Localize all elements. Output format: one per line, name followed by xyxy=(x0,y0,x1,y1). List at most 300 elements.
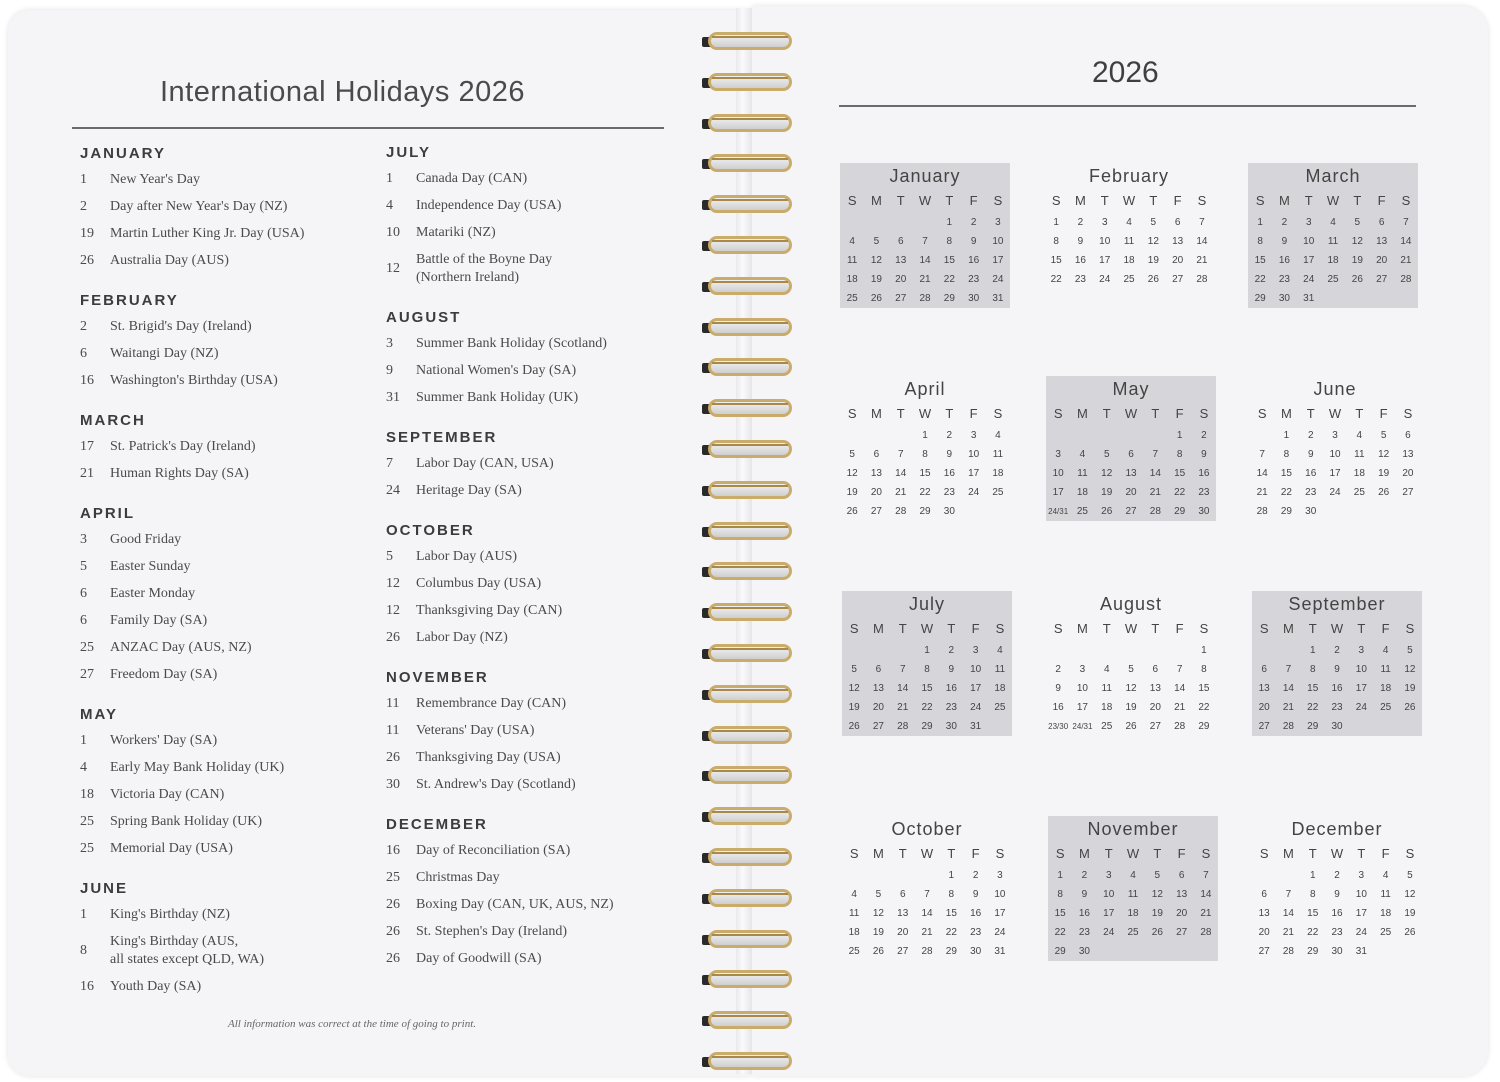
day-cell: 30 xyxy=(1305,506,1317,517)
holiday-name: Remembrance Day (CAN) xyxy=(416,696,567,711)
day-cell: 6 xyxy=(875,664,882,675)
day-cell: 1 xyxy=(1057,870,1063,881)
holiday-date: 1 xyxy=(80,733,87,748)
day-cell: 7 xyxy=(922,236,928,247)
weekday-label: S xyxy=(1259,846,1269,861)
day-cell: 31 xyxy=(1355,946,1367,957)
holiday-entry xyxy=(386,842,676,860)
day-cell xyxy=(891,641,915,660)
coil-wire xyxy=(712,648,788,660)
day-cell: 15 xyxy=(1050,255,1062,266)
holiday-entry xyxy=(80,345,370,363)
day-cell: 11 xyxy=(1380,889,1391,900)
weekday-label: S xyxy=(1051,193,1061,208)
holiday-date: 10 xyxy=(386,225,400,240)
day-cell: 3 xyxy=(995,217,1001,228)
day-cell: 27 xyxy=(1258,946,1270,957)
holiday-date: 1 xyxy=(80,907,87,922)
day-cell: 20 xyxy=(1402,468,1414,479)
weekday-label: W xyxy=(1124,406,1138,421)
day-cell: 25 xyxy=(1076,506,1088,517)
holiday-date: 11 xyxy=(386,696,400,711)
holiday-name: St. Patrick's Day (Ireland) xyxy=(110,439,256,454)
day-cell xyxy=(889,426,913,445)
binding-coil xyxy=(702,644,792,664)
holiday-date: 16 xyxy=(386,843,400,858)
day-cell: 12 xyxy=(1151,889,1163,900)
day-cell: 15 xyxy=(1174,468,1186,479)
day-cell: 17 xyxy=(1303,255,1315,266)
day-cell: 31 xyxy=(992,293,1004,304)
day-cell: 11 xyxy=(1101,683,1112,694)
day-cell: 16 xyxy=(1331,908,1343,919)
weekday-label: T xyxy=(1308,846,1317,861)
day-cell: 4 xyxy=(997,645,1003,656)
weekday-label: F xyxy=(1177,846,1186,861)
day-cell: 28 xyxy=(1256,506,1268,517)
weekday-label: S xyxy=(1055,846,1065,861)
day-cell: 5 xyxy=(1407,870,1413,881)
day-cell: 13 xyxy=(1176,889,1188,900)
weekday-label: T xyxy=(1104,846,1113,861)
holiday-name: Thanksgiving Day (CAN) xyxy=(416,603,563,618)
day-cell: 29 xyxy=(1254,293,1266,304)
holiday-entry xyxy=(80,732,370,750)
holiday-month-heading: SEPTEMBER xyxy=(386,429,498,446)
day-cell: 17 xyxy=(1076,702,1088,713)
month-day-grid xyxy=(842,842,1012,961)
day-cell: 7 xyxy=(1285,664,1292,675)
day-cell: 28 xyxy=(1149,506,1161,517)
day-cell: 4 xyxy=(1079,449,1086,460)
day-cell: 21 xyxy=(1196,255,1208,266)
binding-coil xyxy=(702,1011,792,1031)
day-cell: 1 xyxy=(1309,870,1316,881)
day-cell: 31 xyxy=(994,946,1006,957)
month-calendar-september xyxy=(1252,591,1422,736)
day-cell: 13 xyxy=(897,908,909,919)
holiday-entry xyxy=(80,438,370,456)
coil-wire xyxy=(712,322,788,334)
day-cell: 2 xyxy=(948,645,955,656)
day-cell: 15 xyxy=(1054,908,1066,919)
day-cell: 22 xyxy=(1280,487,1292,498)
day-cell: 10 xyxy=(1052,468,1064,479)
day-cell: 6 xyxy=(899,889,906,900)
holiday-date: 2 xyxy=(80,199,87,214)
day-cell: 29 xyxy=(1054,946,1066,957)
coil-wire xyxy=(712,1056,788,1068)
holiday-date: 31 xyxy=(386,390,400,405)
day-cell: 22 xyxy=(1050,274,1062,285)
day-cell: 30 xyxy=(1331,721,1343,732)
holiday-name: Thanksgiving Day (USA) xyxy=(416,750,561,765)
month-name: September xyxy=(1288,594,1386,614)
holiday-name: Heritage Day (SA) xyxy=(416,483,522,498)
day-cell: 15 xyxy=(945,908,957,919)
day-cell: 1 xyxy=(1283,430,1290,441)
day-cell: 9 xyxy=(1055,683,1061,694)
day-cell: 25 xyxy=(1101,721,1113,732)
holiday-name: Labor Day (NZ) xyxy=(416,630,508,645)
holiday-name-line2: all states except QLD, WA) xyxy=(110,952,265,967)
day-cell: 4 xyxy=(995,430,1001,441)
holiday-date: 25 xyxy=(80,640,94,655)
holiday-date: 6 xyxy=(80,586,87,601)
day-cell: 24 xyxy=(1355,927,1367,938)
day-cell: 21 xyxy=(921,927,933,938)
coil-wire xyxy=(712,974,788,986)
day-cell: 22 xyxy=(919,487,931,498)
day-cell: 12 xyxy=(846,468,858,479)
weekday-label: S xyxy=(847,193,857,208)
day-cell: 30 xyxy=(943,506,955,517)
weekday-label: W xyxy=(1330,621,1344,636)
holiday-entry xyxy=(80,666,370,684)
day-cell: 20 xyxy=(1258,927,1270,938)
weekday-label: T xyxy=(898,621,907,636)
month-calendar-april xyxy=(840,376,1010,521)
weekday-label: W xyxy=(1328,406,1342,421)
weekday-label: W xyxy=(918,193,932,208)
day-cell xyxy=(1373,717,1397,736)
day-cell: 10 xyxy=(1076,683,1088,694)
day-cell: 24 xyxy=(994,927,1006,938)
holiday-entry xyxy=(386,923,676,941)
day-cell: 18 xyxy=(1380,683,1392,694)
day-cell: 12 xyxy=(848,683,860,694)
day-cell: 8 xyxy=(922,449,928,460)
weekday-label: W xyxy=(1126,846,1140,861)
day-cell: 18 xyxy=(1123,255,1135,266)
coil-wire xyxy=(712,1015,788,1027)
month-day-grid xyxy=(1250,402,1420,521)
day-cell xyxy=(913,213,937,232)
day-cell: 9 xyxy=(1334,664,1340,675)
day-cell: 9 xyxy=(970,236,977,247)
year-divider xyxy=(839,105,1416,107)
weekday-label: F xyxy=(971,846,980,861)
day-cell: 27 xyxy=(1376,274,1388,285)
holiday-date: 25 xyxy=(80,841,94,856)
day-cell: 10 xyxy=(994,889,1006,900)
day-cell: 23 xyxy=(1305,487,1317,498)
day-cell: 19 xyxy=(1125,702,1137,713)
weekday-label: S xyxy=(1199,406,1209,421)
day-cell: 23 xyxy=(1198,487,1210,498)
day-cell: 30 xyxy=(1198,506,1210,517)
day-cell: 24 xyxy=(1099,274,1111,285)
binding-coil xyxy=(702,726,792,746)
day-cell: 19 xyxy=(848,702,860,713)
weekday-label: F xyxy=(969,406,978,421)
holiday-date: 12 xyxy=(386,261,400,276)
holiday-month-heading: APRIL xyxy=(80,505,135,522)
day-cell: 2 xyxy=(1081,870,1088,881)
holiday-date: 16 xyxy=(80,373,94,388)
day-cell: 19 xyxy=(872,927,884,938)
holiday-name: Human Rights Day (SA) xyxy=(110,466,249,481)
day-cell xyxy=(842,641,866,660)
day-cell xyxy=(1095,426,1119,445)
holiday-name: Independence Day (USA) xyxy=(416,198,562,213)
day-cell: 10 xyxy=(968,449,980,460)
day-cell: 7 xyxy=(1152,449,1159,460)
day-cell: 21 xyxy=(1256,487,1268,498)
holiday-name: Waitangi Day (NZ) xyxy=(110,346,219,361)
weekday-label: S xyxy=(1053,406,1063,421)
day-cell: 24 xyxy=(1329,487,1341,498)
day-cell: 19 xyxy=(1147,255,1159,266)
binding-coil xyxy=(702,32,792,52)
day-cell: 29 xyxy=(945,946,957,957)
weekday-label: T xyxy=(1304,193,1313,208)
day-cell: 3 xyxy=(1079,664,1086,675)
month-calendar-october xyxy=(842,816,1012,961)
day-cell: 15 xyxy=(943,255,955,266)
day-cell: 14 xyxy=(1174,683,1186,694)
day-cell: 3 xyxy=(1305,217,1312,228)
day-cell xyxy=(842,866,866,885)
day-cell: 24 xyxy=(992,274,1004,285)
holiday-entry xyxy=(80,639,370,657)
holiday-month-heading: JULY xyxy=(386,144,431,161)
coil-wire xyxy=(712,566,788,578)
day-cell: 4 xyxy=(1382,870,1389,881)
day-cell: 1 xyxy=(922,430,928,441)
day-cell: 17 xyxy=(968,468,980,479)
holiday-name-line2: (Northern Ireland) xyxy=(416,270,520,285)
title-divider xyxy=(72,127,664,129)
day-cell: 6 xyxy=(1178,870,1185,881)
day-cell: 6 xyxy=(1261,889,1267,900)
day-cell: 29 xyxy=(1307,721,1319,732)
day-cell: 21 xyxy=(897,702,909,713)
holiday-name: King's Birthday (NZ) xyxy=(110,907,230,922)
weekday-label: T xyxy=(1357,621,1366,636)
day-cell: 5 xyxy=(1128,664,1134,675)
day-cell: 3 xyxy=(1105,870,1112,881)
day-cell: 6 xyxy=(1152,664,1159,675)
weekday-label: M xyxy=(1279,193,1290,208)
day-cell: 30 xyxy=(968,293,980,304)
weekday-label: S xyxy=(1053,621,1063,636)
day-cell xyxy=(988,717,1012,736)
day-cell xyxy=(1323,502,1347,521)
day-cell: 13 xyxy=(1258,683,1270,694)
day-cell: 28 xyxy=(1174,721,1186,732)
weekday-label: W xyxy=(1330,846,1344,861)
holiday-name: Spring Bank Holiday (UK) xyxy=(110,814,263,829)
month-name: May xyxy=(1112,379,1150,399)
holiday-entry xyxy=(386,602,676,620)
day-cell: 25 xyxy=(992,487,1004,498)
day-cell xyxy=(1119,426,1143,445)
day-cell xyxy=(1250,426,1274,445)
day-cell: 29 xyxy=(1307,946,1319,957)
day-cell: 15 xyxy=(1280,468,1292,479)
holiday-entry xyxy=(386,629,676,647)
holiday-name: Freedom Day (SA) xyxy=(110,667,218,682)
day-cell: 26 xyxy=(1351,274,1363,285)
day-cell: 9 xyxy=(946,449,953,460)
day-cell: 22 xyxy=(1307,927,1319,938)
day-cell: 18 xyxy=(1076,487,1088,498)
binding-coil xyxy=(702,481,792,501)
day-cell: 18 xyxy=(1127,908,1139,919)
weekday-label: M xyxy=(1075,193,1086,208)
day-cell xyxy=(866,866,890,885)
day-cell: 26 xyxy=(1147,274,1159,285)
binding-coil xyxy=(702,195,792,215)
month-name: March xyxy=(1305,166,1361,186)
day-cell: 16 xyxy=(943,468,955,479)
holiday-date: 4 xyxy=(80,760,87,775)
day-cell: 27 xyxy=(872,721,884,732)
weekday-label: T xyxy=(1308,621,1317,636)
day-cell: 22 xyxy=(1174,487,1186,498)
day-cell xyxy=(840,213,864,232)
weekday-label: M xyxy=(1281,406,1292,421)
day-cell: 30 xyxy=(945,721,957,732)
month-day-grid xyxy=(840,402,1010,521)
holiday-name: Easter Monday xyxy=(110,586,196,601)
day-cell: 16 xyxy=(970,908,982,919)
weekday-label: T xyxy=(896,193,905,208)
day-cell: 5 xyxy=(1103,449,1110,460)
day-cell: 17 xyxy=(970,683,982,694)
day-cell: 14 xyxy=(921,908,933,919)
day-cell xyxy=(1070,426,1094,445)
day-cell xyxy=(840,426,864,445)
coil-wire xyxy=(712,77,788,89)
weekday-label: F xyxy=(1175,621,1184,636)
binding-coil xyxy=(702,766,792,786)
day-cell: 28 xyxy=(1282,721,1294,732)
day-cell: 16 xyxy=(1052,702,1064,713)
holiday-date: 5 xyxy=(80,559,87,574)
holiday-name: St. Andrew's Day (Scotland) xyxy=(416,777,576,792)
day-cell: 17 xyxy=(1355,683,1367,694)
day-cell: 24 xyxy=(970,702,982,713)
day-cell: 27 xyxy=(1125,506,1137,517)
holiday-name: Summer Bank Holiday (UK) xyxy=(416,390,579,405)
day-cell: 26 xyxy=(1378,487,1390,498)
day-cell: 2 xyxy=(972,870,979,881)
day-cell xyxy=(1070,641,1094,660)
day-cell: 13 xyxy=(1258,908,1270,919)
weekday-label: S xyxy=(1401,193,1411,208)
day-cell: 23 xyxy=(1078,927,1090,938)
day-cell: 22 xyxy=(1054,927,1066,938)
day-cell: 26 xyxy=(1125,721,1137,732)
binding-coil xyxy=(702,807,792,827)
holiday-name: Family Day (SA) xyxy=(110,613,208,628)
weekday-label: S xyxy=(1255,193,1265,208)
day-cell: 9 xyxy=(1281,236,1288,247)
day-cell: 7 xyxy=(1203,870,1209,881)
day-cell xyxy=(1347,502,1371,521)
weekday-label: S xyxy=(1405,621,1415,636)
day-cell: 20 xyxy=(1172,255,1184,266)
day-cell: 1 xyxy=(1309,645,1316,656)
holiday-date: 12 xyxy=(386,576,400,591)
weekday-label: M xyxy=(873,621,884,636)
day-cell: 8 xyxy=(1283,449,1290,460)
day-cell: 27 xyxy=(1149,721,1161,732)
day-cell: 9 xyxy=(1334,889,1340,900)
day-cell: 25 xyxy=(1123,274,1135,285)
binding-coil xyxy=(702,930,792,950)
day-cell: 8 xyxy=(946,236,953,247)
day-cell: 13 xyxy=(1376,236,1388,247)
day-cell: 25 xyxy=(1380,702,1392,713)
day-cell: 8 xyxy=(1176,449,1183,460)
holiday-entry xyxy=(80,933,370,969)
day-cell: 23 xyxy=(1331,702,1343,713)
day-cell: 28 xyxy=(921,946,933,957)
spiral-binding xyxy=(694,22,798,1082)
holiday-name: Day of Reconciliation (SA) xyxy=(416,843,571,858)
day-cell xyxy=(1252,641,1276,660)
day-cell: 15 xyxy=(1307,683,1319,694)
month-day-grid xyxy=(1048,842,1218,961)
weekday-label: T xyxy=(947,846,956,861)
day-cell: 4 xyxy=(851,889,857,900)
holiday-name: National Women's Day (SA) xyxy=(416,363,577,378)
day-cell: 2 xyxy=(1334,870,1340,881)
holiday-date: 18 xyxy=(80,787,94,802)
holiday-date: 5 xyxy=(386,549,393,564)
day-cell: 25 xyxy=(1380,927,1392,938)
day-cell: 6 xyxy=(873,449,880,460)
month-calendar-july xyxy=(842,591,1012,736)
weekday-label: T xyxy=(1353,193,1362,208)
day-cell: 12 xyxy=(1101,468,1113,479)
day-cell: 4 xyxy=(1382,645,1389,656)
day-cell: 27 xyxy=(1402,487,1414,498)
holiday-date: 12 xyxy=(386,603,400,618)
weekday-label: F xyxy=(1379,406,1388,421)
day-cell: 14 xyxy=(1200,889,1212,900)
day-cell xyxy=(864,426,888,445)
day-cell: 9 xyxy=(1201,449,1207,460)
day-cell: 5 xyxy=(1380,430,1387,441)
day-cell: 9 xyxy=(1081,889,1088,900)
day-cell xyxy=(915,866,939,885)
holiday-date: 26 xyxy=(386,630,400,645)
weekday-label: F xyxy=(1173,193,1182,208)
holiday-name: New Year's Day xyxy=(110,172,201,187)
day-cell: 3 xyxy=(997,870,1003,881)
day-cell: 24 xyxy=(1103,927,1115,938)
holiday-name: Boxing Day (CAN, UK, AUS, NZ) xyxy=(416,897,614,912)
binding-coil xyxy=(702,318,792,338)
day-cell: 14 xyxy=(1256,468,1268,479)
day-cell: 10 xyxy=(970,664,982,675)
day-cell: 9 xyxy=(1307,449,1314,460)
day-cell: 14 xyxy=(1149,468,1161,479)
holiday-name: Good Friday xyxy=(110,532,182,547)
holiday-month-heading: JUNE xyxy=(80,880,129,897)
holiday-entry xyxy=(386,776,676,794)
day-cell: 10 xyxy=(1329,449,1341,460)
day-cell: 4 xyxy=(1130,870,1136,881)
day-cell: 25 xyxy=(1127,927,1139,938)
coil-wire xyxy=(712,934,788,946)
day-cell: 19 xyxy=(1378,468,1390,479)
day-cell: 30 xyxy=(1331,946,1343,957)
